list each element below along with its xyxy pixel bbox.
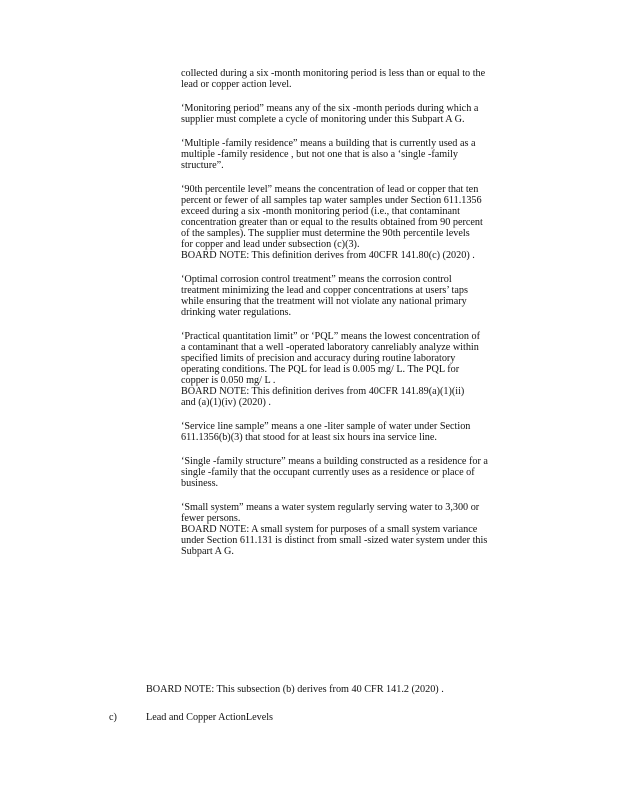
text-line: supplier must complete a cycle of monitoring under this Subpart A G. <box>181 114 465 125</box>
text-line: single -family that the occupant currently uses as a residence or place of <box>181 467 475 478</box>
board-note-line: BOARD NOTE: This definition derives from 40CFR 141.80(c) (2020) . <box>181 250 475 261</box>
subsection-board-note: BOARD NOTE: This subsection (b) derives from 40 CFR 141.2 (2020) . <box>146 684 444 695</box>
text-line: ‘Monitoring period” means any of the six -month periods during which a <box>181 103 479 114</box>
definition-paragraph <box>181 138 539 171</box>
board-note-line: BOARD NOTE: This definition derives from 40CFR 141.89(a)(1)(ii) <box>181 386 465 397</box>
section-title: Lead and Copper ActionLevels <box>146 712 274 723</box>
text-line: and (a)(1)(iv) (2020) . <box>181 397 271 408</box>
text-line: ‘Multiple -family residence” means a building that is currently used as a <box>181 138 476 149</box>
definition-paragraph <box>181 103 539 125</box>
text-line: a contaminant that a well -operated laboratory canreliably analyze within <box>181 342 479 353</box>
text-line: for copper and lead under subsection (c)(3). <box>181 239 360 250</box>
text-line: exceed during a six -month monitoring period (i.e., that contaminant <box>181 206 460 217</box>
board-note-line: BOARD NOTE: A small system for purposes of a small system variance <box>181 524 478 535</box>
section-label: c) <box>109 712 117 723</box>
text-line: ‘Small system” means a water system regularly serving water to 3,300 or <box>181 502 480 513</box>
definition-paragraph <box>181 68 539 90</box>
text-line: drinking water regulations. <box>181 307 292 318</box>
text-line: ‘Practical quantitation limit” or ‘PQL” means the lowest concentration of <box>181 331 481 342</box>
text-line: treatment minimizing the lead and copper concentrations at users’ taps <box>181 285 468 296</box>
definition-paragraph <box>181 502 539 557</box>
text-line: ‘Single -family structure” means a building constructed as a residence for a <box>181 456 488 467</box>
definitions-list <box>181 68 539 570</box>
text-line: while ensuring that the treatment will not violate any national primary <box>181 296 467 307</box>
text-line: specified limits of precision and accuracy during routine laboratory <box>181 353 456 364</box>
definition-paragraph <box>181 274 539 318</box>
text-line: copper is 0.050 mg/ L . <box>181 375 276 386</box>
text-line: fewer persons. <box>181 513 241 524</box>
definition-paragraph <box>181 456 539 489</box>
text-line: of the samples). The supplier must determine the 90th percentile levels <box>181 228 470 239</box>
text-line: multiple -family residence , but not one that is also a ‘single -family <box>181 149 458 160</box>
text-line: Subpart A G. <box>181 546 234 557</box>
text-line: ‘Service line sample” means a one -liter sample of water under Section <box>181 421 471 432</box>
definition-paragraph <box>181 184 539 261</box>
text-line: 611.1356(b)(3) that stood for at least six hours ina service line. <box>181 432 437 443</box>
text-line: percent or fewer of all samples tap water samples under Section 611.1356 <box>181 195 482 206</box>
text-line: structure”. <box>181 160 224 171</box>
text-line: ‘Optimal corrosion control treatment” means the corrosion control <box>181 274 452 285</box>
text-line: ‘90th percentile level” means the concentration of lead or copper that ten <box>181 184 479 195</box>
definition-paragraph <box>181 331 539 408</box>
definition-paragraph <box>181 421 539 443</box>
text-line: lead or copper action level. <box>181 79 292 90</box>
text-line: operating conditions. The PQL for lead is 0.005 mg/ L. The PQL for <box>181 364 460 375</box>
text-line: under Section 611.131 is distinct from small -sized water system under this <box>181 535 488 546</box>
text-line: business. <box>181 478 219 489</box>
text-line: concentration greater than or equal to the results obtained from 90 percent <box>181 217 483 228</box>
text-line: collected during a six -month monitoring period is less than or equal to the <box>181 68 486 79</box>
